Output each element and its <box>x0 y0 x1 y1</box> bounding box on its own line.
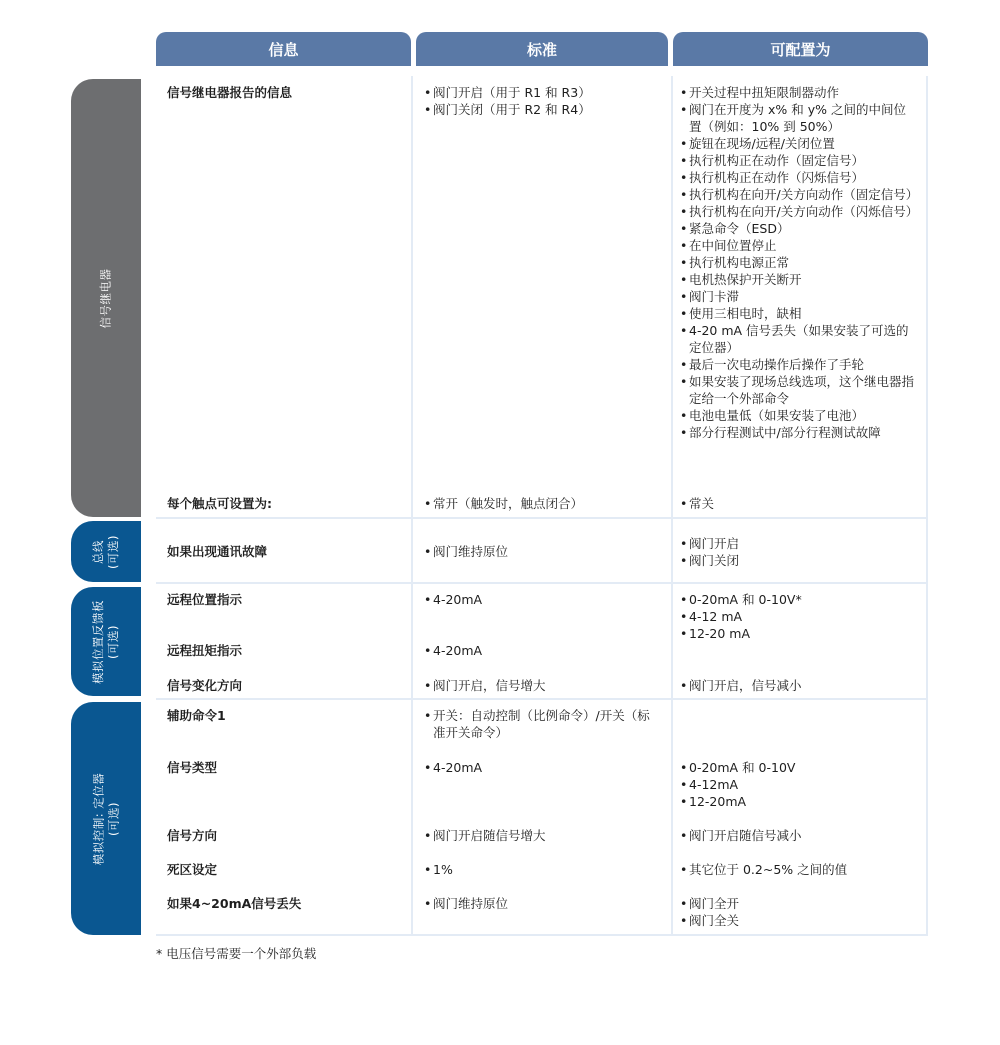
list-item: • 阀门卡滞 <box>680 288 918 305</box>
list-item: • 执行机构在向开/关方向动作（闪烁信号） <box>680 203 918 220</box>
section-label-relay-text: 信号继电器 <box>98 268 113 328</box>
list-item: • 0-20mA 和 0-10V* <box>680 591 918 608</box>
list-item: • 12-20 mA <box>680 625 918 642</box>
list-item: • 阀门开启随信号减小 <box>680 827 918 844</box>
section-label-bus <box>71 521 141 582</box>
section-label-positioner <box>71 702 141 935</box>
list-item: • 执行机构正在动作（固定信号） <box>680 152 918 169</box>
list-item: • 常开（触发时，触点闭合） <box>424 495 660 512</box>
list-item: • 4-12 mA <box>680 608 918 625</box>
cell-positioner-direction-configurable <box>680 827 918 844</box>
cell-comm-fault-configurable <box>680 535 918 569</box>
list-item: • 阀门开启（用于 R1 和 R3） <box>424 84 660 101</box>
row-label-relay-info: 信号继电器报告的信息 <box>167 85 293 100</box>
row-label-aux-command: 辅助命令1 <box>167 708 226 723</box>
list-item: • 0-20mA 和 0-10V <box>680 759 918 776</box>
row-label-comm-fault: 如果出现通讯故障 <box>167 544 268 559</box>
section-divider <box>156 582 928 584</box>
list-item: • 阀门维持原位 <box>424 895 660 912</box>
cell-deadband-configurable <box>680 861 918 878</box>
section-label-feedback <box>71 587 141 696</box>
row-label-signal-type: 信号类型 <box>167 760 218 775</box>
header-configurable: 可配置为 <box>673 32 928 66</box>
row-label-signal-direction: 信号变化方向 <box>167 678 243 693</box>
list-item: • 其它位于 0.2~5% 之间的值 <box>680 861 918 878</box>
row-label-remote-position: 远程位置指示 <box>167 592 243 607</box>
list-item: • 阀门开启，信号减小 <box>680 677 918 694</box>
section-label-positioner-text: 模拟控制: 定位器 (可选) <box>91 772 120 865</box>
cell-signal-loss-standard <box>424 895 660 912</box>
list-item: • 常关 <box>680 495 918 512</box>
list-item: • 执行机构正在动作（闪烁信号） <box>680 169 918 186</box>
cell-remote-torque-standard <box>424 642 660 659</box>
list-item: • 在中间位置停止 <box>680 237 918 254</box>
cell-signal-type-standard <box>424 759 660 776</box>
list-item: • 阀门全开 <box>680 895 918 912</box>
list-item: • 4-12mA <box>680 776 918 793</box>
list-item: • 使用三相电时，缺相 <box>680 305 918 322</box>
row-label-remote-torque: 远程扭矩指示 <box>167 643 243 658</box>
cell-relay-configurable <box>680 84 918 441</box>
list-item: • 执行机构在向开/关方向动作（固定信号） <box>680 186 918 203</box>
row-label-signal-loss: 如果4~20mA信号丢失 <box>167 896 302 911</box>
row-label-deadband: 死区设定 <box>167 862 218 877</box>
list-item: • 阀门在开度为 x% 和 y% 之间的中间位置（例如：10% 到 50%） <box>680 101 918 135</box>
list-item: • 4-20 mA 信号丢失（如果安装了可选的定位器） <box>680 322 918 356</box>
list-item: • 4-20mA <box>424 759 660 776</box>
list-item: • 阀门开启，信号增大 <box>424 677 660 694</box>
cell-signal-loss-configurable <box>680 895 918 929</box>
cell-aux-command-standard <box>424 707 660 741</box>
cell-signal-direction-configurable <box>680 677 918 694</box>
column-divider-right <box>926 76 928 936</box>
cell-deadband-standard <box>424 861 660 878</box>
row-label-contact-setting: 每个触点可设置为: <box>167 496 272 511</box>
list-item: • 阀门全关 <box>680 912 918 929</box>
list-item: • 阀门关闭 <box>680 552 918 569</box>
cell-positioner-direction-standard <box>424 827 660 844</box>
list-item: • 4-20mA <box>424 591 660 608</box>
list-item: • 阀门开启随信号增大 <box>424 827 660 844</box>
row-label-signal-direction-positioner: 信号方向 <box>167 828 218 843</box>
cell-contact-configurable <box>680 495 918 512</box>
list-item: • 阀门维持原位 <box>424 543 660 560</box>
footnote: * 电压信号需要一个外部负载 <box>156 946 317 961</box>
list-item: • 1% <box>424 861 660 878</box>
cell-relay-standard <box>424 84 660 118</box>
cell-signal-direction-standard <box>424 677 660 694</box>
list-item: • 12-20mA <box>680 793 918 810</box>
list-item: • 执行机构电源正常 <box>680 254 918 271</box>
cell-contact-standard <box>424 495 660 512</box>
header-standard: 标准 <box>416 32 668 66</box>
list-item: • 开关过程中扭矩限制器动作 <box>680 84 918 101</box>
section-label-feedback-text: 模拟位置反馈板 (可选) <box>91 599 120 684</box>
list-item: • 开关：自动控制（比例命令）/开关（标准开关命令） <box>424 707 660 741</box>
list-item: • 如果安装了现场总线选项，这个继电器指定给一个外部命令 <box>680 373 918 407</box>
list-item: • 紧急命令（ESD） <box>680 220 918 237</box>
header-info: 信息 <box>156 32 411 66</box>
list-item: • 最后一次电动操作后操作了手轮 <box>680 356 918 373</box>
cell-comm-fault-standard <box>424 543 660 560</box>
section-label-relay <box>71 79 141 517</box>
cell-signal-type-configurable <box>680 759 918 810</box>
cell-remote-position-standard <box>424 591 660 608</box>
list-item: • 阀门开启 <box>680 535 918 552</box>
list-item: • 部分行程测试中/部分行程测试故障 <box>680 424 918 441</box>
list-item: • 4-20mA <box>424 642 660 659</box>
table-bottom-border <box>156 934 928 936</box>
list-item: • 电池电量低（如果安装了电池） <box>680 407 918 424</box>
list-item: • 电机热保护开关断开 <box>680 271 918 288</box>
section-divider <box>156 698 928 700</box>
list-item: • 旋钮在现场/远程/关闭位置 <box>680 135 918 152</box>
section-label-bus-text: 总线 (可选) <box>90 534 120 569</box>
section-divider <box>156 517 928 519</box>
list-item: • 阀门关闭（用于 R2 和 R4） <box>424 101 660 118</box>
cell-remote-position-configurable <box>680 591 918 642</box>
